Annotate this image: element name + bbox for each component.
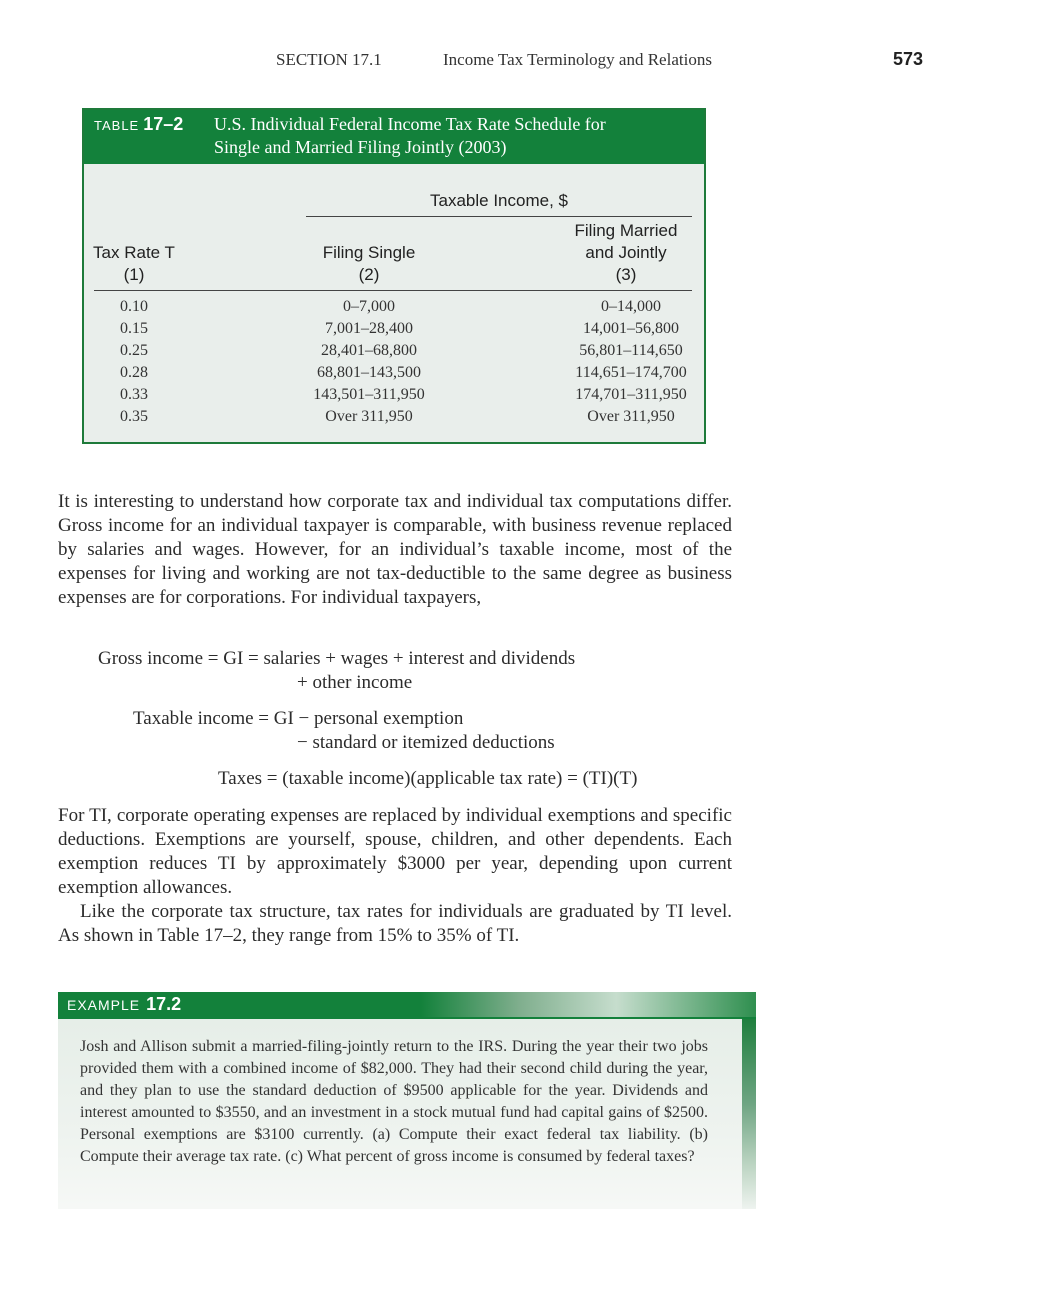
single-cell: 0–7,000 (343, 298, 395, 315)
example-label-text: EXAMPLE (67, 997, 141, 1013)
married-cell: 0–14,000 (601, 298, 661, 315)
column-header-line: and Jointly (585, 243, 667, 262)
table-caption-line: U.S. Individual Federal Income Tax Rate Schedule for (214, 114, 606, 134)
body-paragraph: For TI, corporate operating expenses are replaced by individual exemptions and specific deductions. Exemptions are yourself, spouse, children, and other dependents. Each exemption reduces TI by approximately $3000 per year, depending upon current exemption allowances. (58, 805, 732, 898)
equation-gross-income-continuation: + other income (297, 672, 413, 693)
rate-cell: 0.10 (120, 298, 148, 315)
table-caption (214, 113, 684, 159)
table-label-text: TABLE (94, 118, 140, 133)
column-header-filing-married (546, 220, 706, 286)
single-cell: 143,501–311,950 (313, 386, 425, 403)
rate-cell: 0.33 (120, 386, 148, 403)
rate-cell: 0.15 (120, 320, 148, 337)
column-header-line: (3) (615, 265, 637, 284)
married-cell: 114,651–174,700 (575, 364, 687, 381)
column-header-line: (2) (358, 265, 380, 284)
column-header-line: Filing Married (574, 221, 678, 240)
single-cell: 68,801–143,500 (317, 364, 421, 381)
example-text: Josh and Allison submit a married-filing-jointly return to the IRS. During the year their two jobs provided them with a combined income of $82,000. They had their second child during the year, and they plan to use the standard deduction of $9500 applicable for the year. Dividends and interest amounted to $3550, and an investment in a stock mutual fund had capital gains of $2500. Personal exemptions are $3100 currently. (a) Compute their exact federal tax liability. (b) Compute their average tax rate. (c) What percent of gross income is consumed by federal taxes? (80, 1038, 708, 1165)
single-cell: 7,001–28,400 (325, 320, 413, 337)
body-paragraph: It is interesting to understand how corporate tax and individual tax computations differ. Gross income for an individual taxpayer is comparable, with business revenue replaced by salaries and wages. However, for an individual’s taxable income, most of the expenses for living and working are not tax-deductible to the same degree as business expenses are for corporations. For individual taxpayers, (58, 491, 732, 608)
page-number: 573 (893, 49, 924, 69)
single-cell: Over 311,950 (325, 408, 413, 425)
spanning-header-rule (306, 216, 692, 217)
table-caption-line: Single and Married Filing Jointly (2003) (214, 137, 507, 157)
married-cell: 56,801–114,650 (579, 342, 683, 359)
column-header-line: (1) (123, 265, 145, 284)
example-label (67, 994, 181, 1015)
single-cell: 28,401–68,800 (321, 342, 417, 359)
table-row (84, 296, 704, 318)
column-header-line: Tax Rate T (93, 243, 175, 262)
table-header-band (84, 110, 704, 164)
equation-taxes: Taxes = (taxable income)(applicable tax rate) = (TI)(T) (218, 768, 638, 789)
example-side-accent (742, 1019, 756, 1209)
rate-cell: 0.25 (120, 342, 148, 359)
equation-taxable-income: Taxable income = GI − personal exemption (133, 708, 464, 729)
column-header-filing-single (294, 242, 444, 286)
rate-cell: 0.28 (120, 364, 148, 381)
tax-rate-table (82, 108, 706, 444)
spanning-header: Taxable Income, $ (430, 191, 568, 210)
section-label: SECTION 17.1 (276, 50, 382, 69)
header-rule (94, 290, 692, 291)
table-row (84, 318, 704, 340)
table-number: 17–2 (143, 114, 184, 134)
rate-cell: 0.35 (120, 408, 148, 425)
running-title: Income Tax Terminology and Relations (443, 50, 712, 69)
married-cell: Over 311,950 (587, 408, 675, 425)
table-row (84, 406, 704, 428)
example-number: 17.2 (146, 994, 182, 1014)
equation-taxable-income-continuation: − standard or itemized deductions (297, 732, 555, 753)
married-cell: 174,701–311,950 (575, 386, 687, 403)
running-head (0, 50, 1046, 74)
body-paragraph: Like the corporate tax structure, tax rates for individuals are graduated by TI level. As shown in Table 17–2, they range from 15% to 35% of TI. (58, 901, 732, 946)
table-row (84, 384, 704, 406)
table-row (84, 340, 704, 362)
table-row (84, 362, 704, 384)
column-header-line: Filing Single (322, 243, 416, 262)
equation-gross-income: Gross income = GI = salaries + wages + interest and dividends (98, 648, 576, 669)
married-cell: 14,001–56,800 (583, 320, 679, 337)
column-header-tax-rate (84, 242, 184, 286)
table-label (94, 114, 183, 135)
